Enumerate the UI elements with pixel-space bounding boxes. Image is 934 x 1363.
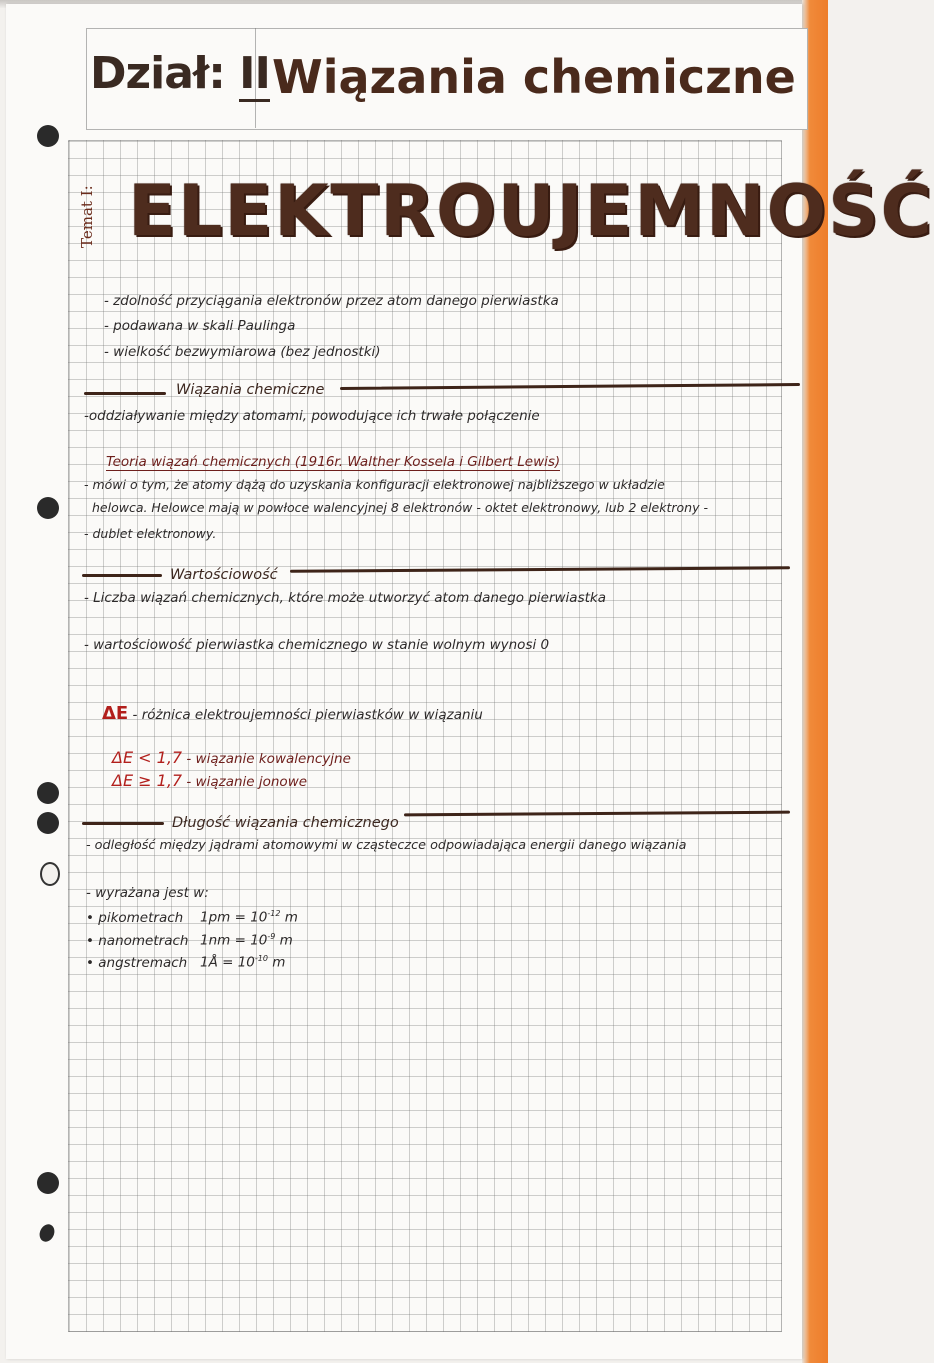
bonds-heading: Wiązania chemiczne <box>176 382 325 398</box>
rule-condition: ΔE ≥ 1,7 <box>112 771 183 790</box>
valence-line: - wartościowość pierwiastka chemicznego w stanie wolnym wynosi 0 <box>84 637 550 653</box>
theory-line: - dublet elektronowy. <box>84 526 217 541</box>
binder-hole <box>37 782 59 804</box>
theory-line: - mówi o tym, że atomy dążą do uzyskania konfiguracji elektronowej najbliższego w układzie <box>84 477 665 492</box>
unit-exponent: -9 <box>267 932 276 941</box>
section-rule <box>84 392 166 395</box>
unit-relation: 1Å = 10 <box>200 954 255 971</box>
expressed-in: - wyrażana jest w: <box>86 885 209 901</box>
bond-length-heading: Długość wiązania chemicznego <box>172 815 399 831</box>
delta-e-symbol: ΔE <box>102 703 129 724</box>
bonds-definition: -oddziaływanie między atomami, powodujące ich trwałe połączenie <box>84 408 540 424</box>
note-line: - zdolność przyciągania elektronów przez atom danego pierwiastka <box>104 293 559 309</box>
unit-symbol: m <box>279 932 293 949</box>
section-rule <box>82 574 162 577</box>
section-label <box>90 48 270 99</box>
binder-hole <box>37 125 59 147</box>
delta-e-definition: - różnica elektroujemności pierwiastków w wiązaniu <box>132 707 483 723</box>
section-rule <box>82 822 164 825</box>
dzial-label: Dział: <box>90 48 225 99</box>
delta-e-rule <box>112 748 351 767</box>
unit-relation: 1pm = 10 <box>200 909 268 926</box>
rule-condition: ΔE < 1,7 <box>112 748 183 767</box>
valence-line: - Liczba wiązań chemicznych, które może utworzyć atom danego pierwiastka <box>84 590 606 606</box>
unit-symbol: m <box>284 909 298 926</box>
binder-hole <box>37 497 59 519</box>
note-line: - podawana w skali Paulinga <box>104 318 296 334</box>
bond-length-definition: - odległość między jądrami atomowymi w cząsteczce odpowiadająca energii danego wiązania <box>86 838 687 853</box>
unit-name: • nanometrach <box>86 932 189 949</box>
binder-hole <box>37 812 59 834</box>
theory-title: Teoria wiązań chemicznych (1916r. Walther Kossela i Gilbert Lewis) <box>106 454 561 470</box>
unit-symbol: m <box>272 954 286 971</box>
unit-exponent: -12 <box>267 909 281 918</box>
topic-title: ELEKTROUJEMNOŚĆ <box>128 170 934 252</box>
unit-name: • angstremach <box>86 954 188 971</box>
theory-line: helowca. Helowce mają w powłoce walencyjnej 8 elektronów - oktet elektronowy, lub 2 elektrony - <box>92 500 708 515</box>
unit-row <box>86 932 293 949</box>
delta-e-rule <box>112 771 307 790</box>
delta-e-definition-row <box>102 703 483 724</box>
rule-result: - wiązanie jonowe <box>186 774 308 790</box>
valence-heading: Wartościowość <box>170 567 278 583</box>
rule-result: - wiązanie kowalencyjne <box>186 751 351 767</box>
unit-name: • pikometrach <box>86 909 184 926</box>
unit-row <box>86 954 285 971</box>
unit-relation: 1nm = 10 <box>200 932 268 949</box>
binder-hole-torn <box>40 862 60 886</box>
unit-row <box>86 909 298 926</box>
binder-hole <box>37 1172 59 1194</box>
note-line: - wielkość bezwymiarowa (bez jednostki) <box>104 344 381 360</box>
topic-label: Temat I: <box>78 185 96 248</box>
unit-exponent: -10 <box>254 954 268 963</box>
chapter-title: Wiązania chemiczne <box>272 50 796 104</box>
dzial-number: II <box>239 48 270 102</box>
